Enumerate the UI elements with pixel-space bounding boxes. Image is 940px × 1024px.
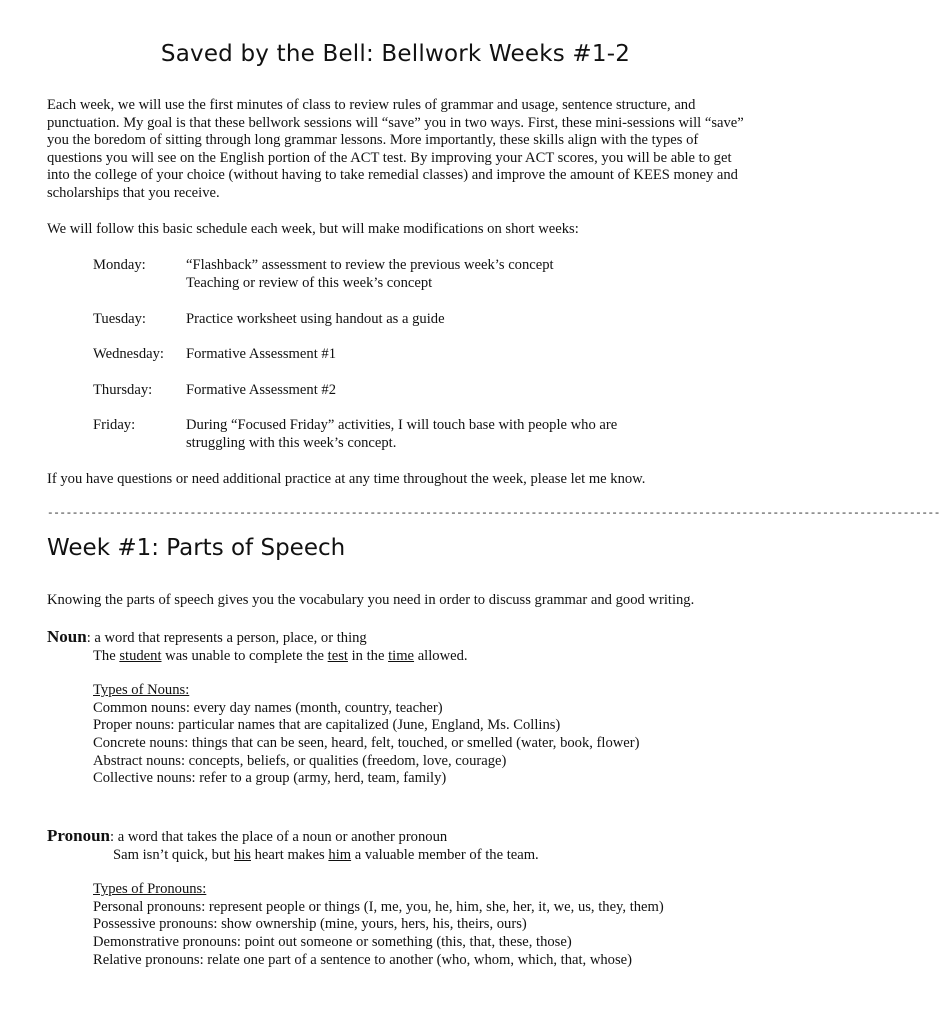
pronoun-type-item: Relative pronouns: relate one part of a sentence to another (who, whom, which, that, whose) (93, 951, 632, 968)
noun-type-item: Concrete nouns: things that can be seen, heard, felt, touched, or smelled (water, book, flower) (93, 734, 640, 751)
schedule-line: During “Focused Friday” activities, I will touch base with people who are (186, 417, 618, 433)
example-underlined: his (233, 846, 251, 863)
schedule-description (186, 382, 746, 400)
pronoun-type-item: Personal pronouns: represent people or things (I, me, you, he, him, she, her, it, we, us, they, them) (93, 898, 664, 915)
schedule-day: Wednesday: (93, 346, 164, 362)
schedule-day: Tuesday: (93, 311, 146, 327)
noun-type-item: Abstract nouns: concepts, beliefs, or qualities (freedom, love, courage) (93, 752, 507, 769)
example-text: heart makes (250, 846, 329, 863)
pronoun-definition-line (47, 827, 767, 847)
example-underlined: student (119, 647, 162, 664)
pronoun-types-heading (47, 881, 767, 899)
noun-definition: : a word that represents a person, place, or thing (86, 630, 367, 646)
noun-type-item: Collective nouns: refer to a group (army, herd, team, family) (93, 770, 447, 787)
page-title: Saved by the Bell: Bellwork Weeks #1-2 (160, 41, 631, 67)
example-text: was unable to complete the (161, 647, 328, 664)
pronoun-type-item: Possessive pronouns: show ownership (mine, yours, hers, his, theirs, ours) (93, 916, 527, 933)
schedule-line: Practice worksheet using handout as a guide (186, 311, 445, 327)
types-heading-text: Types of Pronouns: (93, 881, 207, 898)
example-underlined: time (388, 647, 415, 664)
noun-types-heading (47, 682, 767, 700)
schedule-line: Teaching or review of this week’s concept (186, 274, 433, 291)
schedule-line: Formative Assessment #1 (186, 346, 336, 362)
schedule-day: Friday: (93, 417, 136, 433)
intro-paragraph: Each week, we will use the first minutes of class to review rules of grammar and usage, sentence structure, and punctuation. My goal is that these bellwork sessions will “save” you in two ways. First, these mini-sessions will “save” you the boredom of sitting through long grammar lessons. More importantly, these skills align with the types of questions you will see on the English portion of the ACT test. By improving your ACT scores, you will be able to get into the college of your choice (without having to take remedial classes) and improve the amount of KEES money and scholarships that you receive. (47, 97, 744, 201)
example-text: allowed. (414, 647, 468, 664)
schedule-description (186, 257, 746, 292)
pronoun-section (47, 827, 767, 969)
noun-definition-line (47, 628, 767, 648)
schedule-description (186, 346, 746, 364)
schedule-day: Thursday: (93, 382, 153, 398)
week-intro: Knowing the parts of speech gives you the vocabulary you need in order to discuss grammar and good writing. (47, 592, 695, 608)
schedule-description (186, 417, 746, 452)
noun-section (47, 628, 767, 788)
schedule-description (186, 311, 746, 329)
noun-type-item: Common nouns: every day names (month, country, teacher) (93, 699, 443, 716)
noun-type-item: Proper nouns: particular names that are capitalized (June, England, Ms. Collins) (93, 717, 561, 734)
schedule-line: “Flashback” assessment to review the previous week’s concept (186, 257, 554, 273)
example-underlined: him (328, 846, 352, 863)
pronoun-type-item: Demonstrative pronouns: point out someone or something (this, that, these, those) (93, 933, 572, 950)
pronoun-definition: : a word that takes the place of a noun or another pronoun (110, 829, 448, 845)
schedule-line: Formative Assessment #2 (186, 382, 336, 398)
noun-example (47, 648, 767, 666)
schedule-intro: We will follow this basic schedule each week, but will make modifications on short weeks: (47, 221, 579, 237)
example-text: Sam isn’t quick, but (113, 846, 234, 863)
week-heading: Week #1: Parts of Speech (47, 535, 346, 561)
types-heading-text: Types of Nouns: (93, 682, 190, 699)
schedule-line: struggling with this week’s concept. (186, 434, 397, 451)
schedule-day: Monday: (93, 257, 146, 273)
example-underlined: test (327, 647, 348, 664)
pronoun-example (47, 847, 767, 865)
example-text: in the (347, 647, 389, 664)
example-text: a valuable member of the team. (351, 846, 539, 863)
example-text: The (93, 647, 120, 664)
noun-term: Noun (47, 627, 87, 646)
closing-paragraph: If you have questions or need additional practice at any time throughout the week, please let me know. (47, 471, 646, 487)
pronoun-term: Pronoun (47, 826, 110, 845)
section-divider: ------------------------------------------------------------------------------------------------------------------------------------------------ (47, 508, 940, 520)
